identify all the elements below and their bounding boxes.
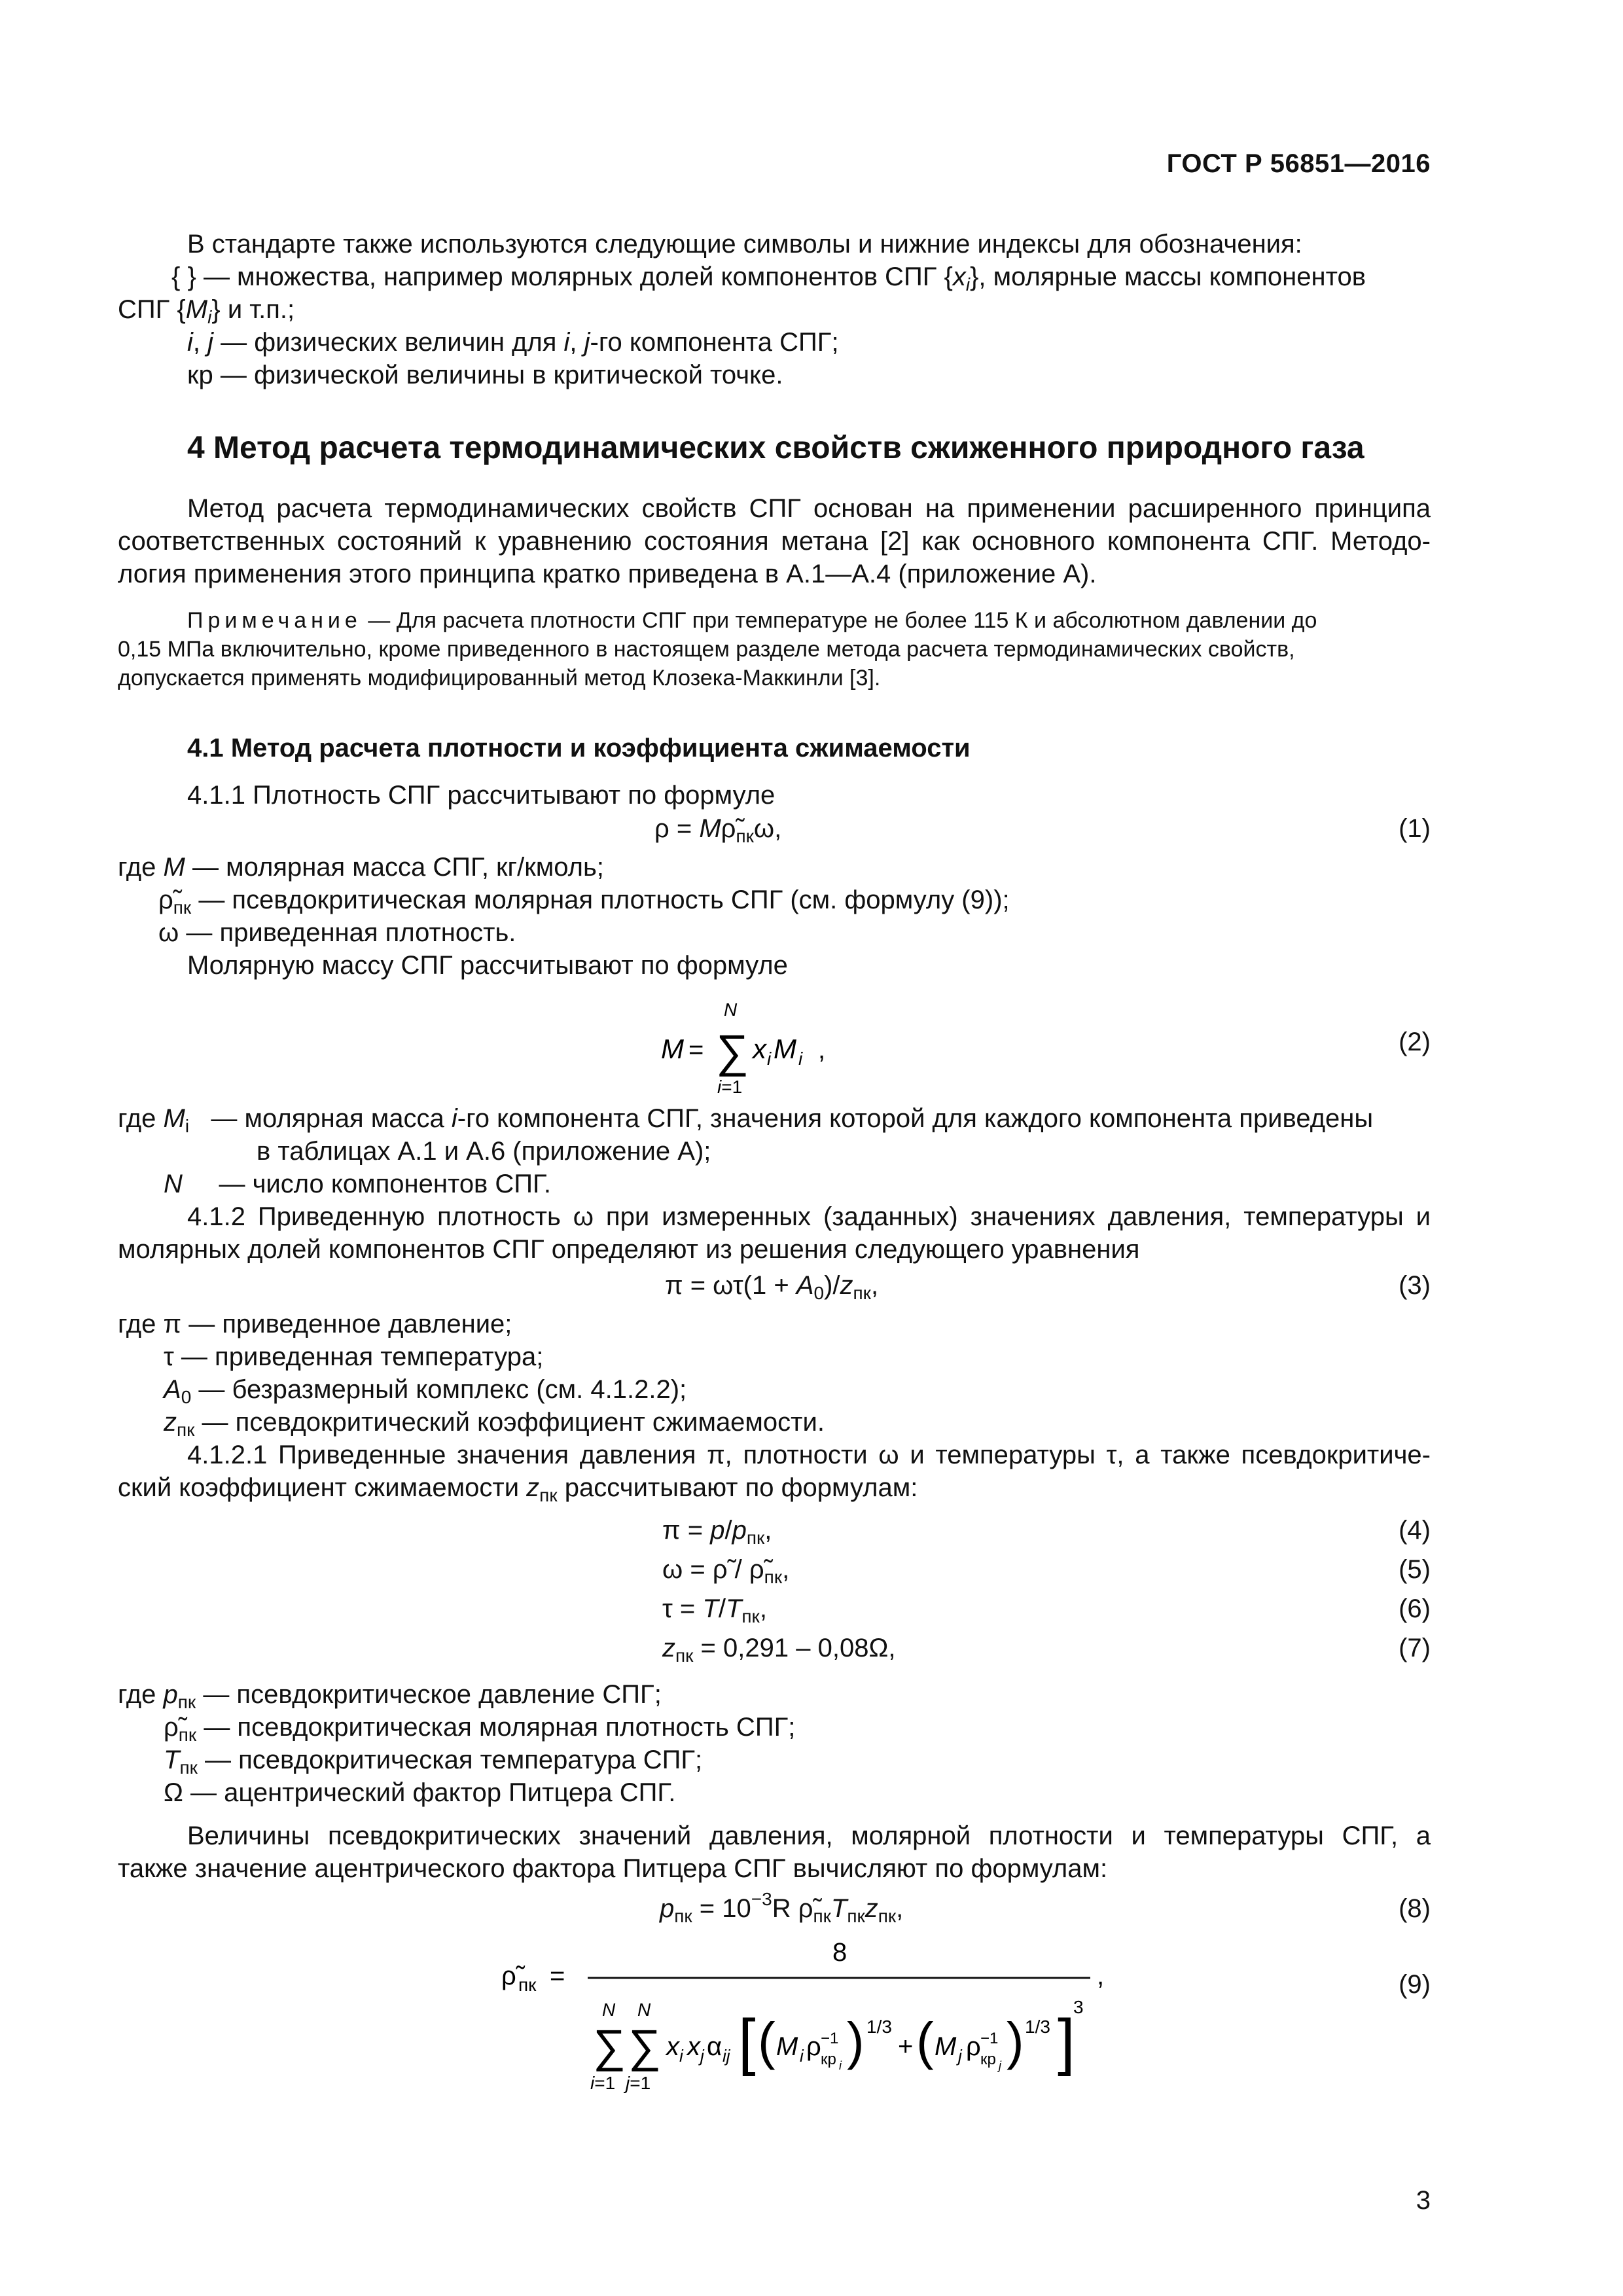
where-Tpk: $T_{пк}$ — псевдокритическая температура СПГ; [164, 1746, 703, 1778]
equation-4: $\pi = p/p_{пк}$, [662, 1516, 772, 1548]
svg-text:j=1: j=1 [626, 2073, 651, 2093]
section-4-1-title: 4.1 Метод расчета плотности и коэффициента сжимаемости [187, 734, 971, 762]
svg-text:(: ( [758, 2012, 776, 2070]
svg-text:i: i [679, 2046, 683, 2066]
equation-8: $p_{пк} = 10^{-3}R$ $\rhõ_{пк}T_{пк}z_{пк}$, [660, 1889, 904, 1926]
svg-text:i=1: i=1 [590, 2073, 616, 2093]
svg-text:∑: ∑ [593, 2020, 626, 2072]
svg-text:ij: ij [722, 2046, 730, 2066]
equation-number-3: (3) [1399, 1271, 1431, 1300]
where-ppk: где $p_{пк}$ — псевдокритическое давление СПГ; [118, 1680, 662, 1712]
section-4-para-line-3: логия применения этого принципа кратко приведена в А.1—А.4 (приложение А). [118, 560, 1097, 588]
equation-number-9: (9) [1399, 1970, 1431, 1999]
svg-text:N: N [637, 2000, 651, 2020]
svg-text:3: 3 [1073, 1997, 1084, 2017]
svg-text:i: i [839, 2059, 842, 2072]
svg-text:x: x [666, 2032, 679, 2061]
equation-number-8: (8) [1399, 1894, 1431, 1923]
svg-text:ρ: ρ [966, 2032, 981, 2061]
svg-text:α: α [707, 2032, 722, 2061]
svg-text:пк: пк [518, 1975, 537, 1995]
svg-text:1/3: 1/3 [866, 2017, 892, 2037]
intro-line-3: СПГ $\{M_i\}$ и т.п.; [118, 295, 295, 327]
equation-2 [654, 988, 877, 1100]
pseudocritical-para-line-1: Величины псевдокритических значений давления, молярной плотности и температуры СПГ, а [187, 1821, 1431, 1850]
svg-text:кр: кр [980, 2051, 996, 2068]
section-4-1-2-line-1: 4.1.2 Приведенную плотность ω при измеренных (заданных) значениях давления, температуры и [187, 1202, 1431, 1231]
svg-text:кр: кр [821, 2051, 836, 2068]
svg-text:j: j [999, 2059, 1001, 2072]
where-A0: $A_0$ — безразмерный комплекс (см. 4.1.2.2); [164, 1375, 687, 1407]
svg-text:i: i [767, 1049, 772, 1069]
note-line-1: Примечание — Для расчета плотности СПГ при температуре не более 115 К и абсолютном давлении до [187, 608, 1317, 633]
equation-number-2: (2) [1399, 1028, 1431, 1056]
svg-text:8: 8 [832, 1938, 847, 1967]
svg-text:,: , [1097, 1962, 1105, 1990]
equation-7: $z_{пк} = 0,291 - 0,08\Omega$, [662, 1634, 896, 1666]
equation-number-1: (1) [1399, 814, 1431, 843]
equation-3: $\pi = \omega\tau(1 + A_0)/z_{пк}$, [665, 1271, 879, 1303]
equation-number-7: (7) [1399, 1634, 1431, 1662]
where-zpk: $z_{пк}$ — псевдокритический коэффициент сжимаемости. [164, 1408, 825, 1440]
svg-text:+: + [898, 2032, 914, 2061]
section-4-para-line-1: Метод расчета термодинамических свойств СПГ основан на применении расширенного принципа [187, 494, 1431, 523]
svg-text:x: x [753, 1033, 766, 1064]
note-line-3: допускается применять модифицированный метод Клозека-Маккинли [3]. [118, 666, 881, 691]
svg-text:[: [ [738, 2007, 756, 2077]
section-4-para-line-2: соответственных состояний к уравнению состояния метана [2] как основного компонента СПГ. Методо- [118, 527, 1431, 556]
section-4-1-1-text: 4.1.1 Плотность СПГ рассчитывают по формуле [187, 781, 776, 810]
svg-text:−1: −1 [980, 2030, 999, 2047]
svg-text:∑: ∑ [716, 1026, 749, 1077]
intro-line-1: В стандарте также используются следующие символы и нижние индексы для обозначения: [187, 230, 1302, 259]
section-4-1-2-line-2: молярных долей компонентов СПГ определяют из решения следующего уравнения [118, 1235, 1140, 1264]
document-header-id: ГОСТ Р 56851—2016 [1166, 149, 1431, 178]
pseudocritical-para-line-2: также значение ацентрического фактора Питцера СПГ вычисляют по формулам: [118, 1854, 1108, 1883]
molar-mass-intro: Молярную массу СПГ рассчитывают по формуле [187, 951, 788, 980]
where-rho-pk-2: $\rhõ_{пк}$ — псевдокритическая молярная плотность СПГ; [164, 1713, 796, 1745]
svg-text:M: M [774, 1033, 796, 1064]
svg-text:ρ: ρ [806, 2032, 821, 2061]
svg-text:i: i [800, 2046, 804, 2066]
where-Mi: где $M_i$ — молярная масса i-го компонента СПГ, значения которой для каждого компонента приведены [118, 1104, 1374, 1136]
svg-text:]: ] [1058, 2007, 1075, 2077]
section-4-1-2-1-line-1: 4.1.2.1 Приведенные значения давления π, плотности ω и температуры τ, а также псевдокритиче- [187, 1441, 1431, 1469]
svg-text:N: N [724, 999, 738, 1020]
svg-text:M: M [661, 1033, 684, 1064]
note-line-2: 0,15 МПа включительно, кроме приведенного в настоящем разделе метода расчета термодинамических свойств, [118, 637, 1295, 662]
intro-line-4: i, j — физических величин для i, j-го компонента СПГ; [187, 328, 839, 357]
svg-text:1/3: 1/3 [1025, 2017, 1050, 2037]
svg-text:,: , [818, 1035, 826, 1064]
svg-text:−1: −1 [821, 2030, 839, 2047]
where-omega: ω — приведенная плотность. [158, 918, 516, 947]
where-M: где M — молярная масса СПГ, кг/кмоль; [118, 853, 604, 882]
svg-text:i=1: i=1 [717, 1077, 743, 1097]
where-Omega: Ω — ацентрический фактор Питцера СПГ. [164, 1778, 676, 1807]
svg-text:): ) [847, 2012, 865, 2070]
svg-text:j: j [700, 2046, 704, 2066]
svg-text:M: M [935, 2032, 957, 2061]
where-pi: где π — приведенное давление; [118, 1310, 512, 1338]
svg-text:ρ̃: ρ̃ [501, 1962, 516, 1990]
equation-number-4: (4) [1399, 1516, 1431, 1545]
intro-line-2: { } — множества, например молярных долей компонентов СПГ $\{x_i\}$, молярные массы компонентов [171, 262, 1366, 295]
where-tau: τ — приведенная температура; [164, 1342, 544, 1371]
svg-text:(: ( [916, 2012, 934, 2070]
svg-text:N: N [602, 2000, 616, 2020]
svg-text:M: M [776, 2032, 798, 2061]
intro-line-5: кр — физической величины в критической точке. [187, 361, 783, 389]
where-N: N — число компонентов СПГ. [164, 1170, 551, 1198]
svg-text:=: = [550, 1962, 565, 1990]
svg-text:∑: ∑ [628, 2020, 661, 2072]
equation-1: $\rho = M\rhõ_{пк}\omega$, [654, 814, 782, 846]
equation-9 [497, 1931, 1126, 2101]
svg-text:x: x [687, 2032, 700, 2061]
svg-text:=: = [688, 1035, 704, 1064]
section-4-title: 4 Метод расчета термодинамических свойств сжиженного природного газа [187, 431, 1364, 465]
where-rho-pk: $\rhõ_{пк}$ — псевдокритическая молярная плотность СПГ (см. формулу (9)); [158, 886, 1010, 918]
equation-6: $\tau = T/T_{пк}$, [662, 1594, 767, 1626]
section-4-1-2-1-line-2: ский коэффициент сжимаемости $z_{пк}$ рассчитывают по формулам: [118, 1473, 918, 1505]
where-Mi-cont: в таблицах А.1 и А.6 (приложение А); [257, 1137, 711, 1166]
equation-5: ω = ρ̃ / $\rhõ_{пк}$, [662, 1555, 790, 1587]
svg-text:): ) [1007, 2012, 1024, 2070]
equation-number-6: (6) [1399, 1594, 1431, 1623]
equation-number-5: (5) [1399, 1555, 1431, 1584]
svg-text:j: j [958, 2046, 962, 2066]
svg-text:i: i [798, 1049, 803, 1069]
page-number: 3 [1416, 2186, 1431, 2215]
